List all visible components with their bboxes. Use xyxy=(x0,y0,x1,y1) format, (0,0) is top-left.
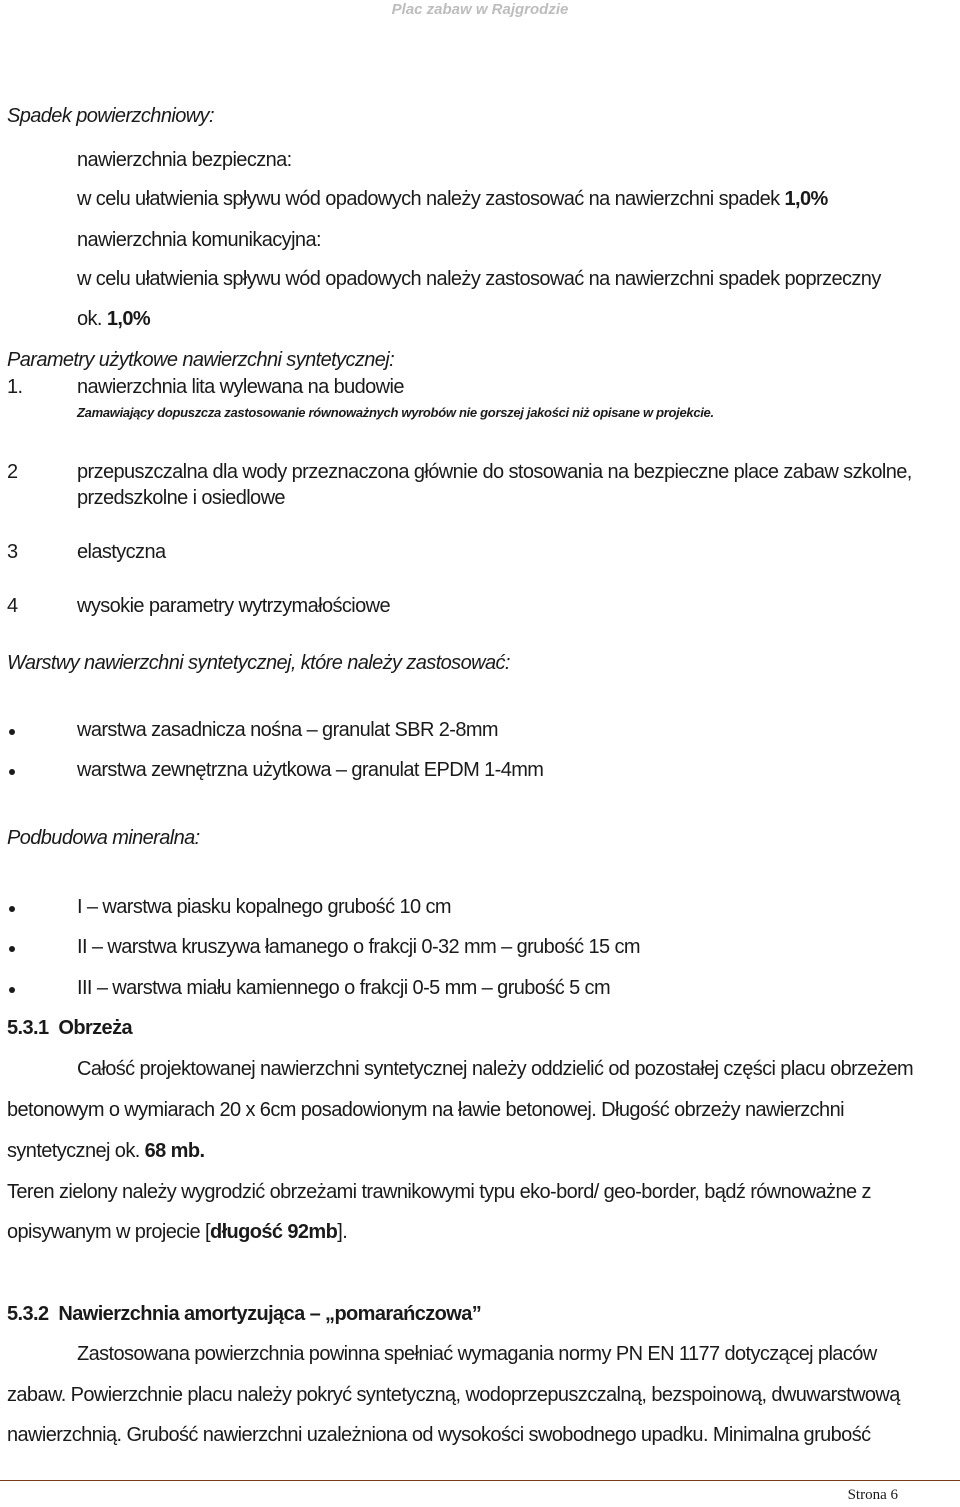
param-2-text: przepuszczalna dla wody przeznaczona głównie do stosowania na bezpieczne place zabaw szkolne, xyxy=(77,461,912,483)
s531-line-5-value: długość 92mb xyxy=(209,1221,338,1243)
safe-surface-text xyxy=(77,186,828,212)
comm-surface-prefix: ok. xyxy=(77,308,102,330)
bullet-icon xyxy=(9,946,15,952)
s531-line-2: betonowym o wymiarach 20 x 6cm posadowionym na ławie betonowej. Długość obrzeży nawierzchni xyxy=(7,1099,844,1121)
section-531-heading: 5.3.1 Obrzeża xyxy=(7,1017,132,1039)
equivalence-note: Zamawiający dopuszcza zastosowanie równoważnych wyrobów nie gorszej jakości niż opisane w projekcie. xyxy=(77,405,714,420)
bullet-icon xyxy=(9,729,15,735)
s532-line-1: Zastosowana powierzchnia powinna spełniać wymagania normy PN EN 1177 dotyczącej placów xyxy=(77,1343,877,1365)
section-532-heading: 5.3.2 Nawierzchnia amortyzująca – „pomarańczowa” xyxy=(7,1303,482,1325)
s531-line-3 xyxy=(7,1138,204,1164)
param-3-num: 3 xyxy=(7,541,18,563)
s532-line-3: nawierzchnią. Grubość nawierzchni uzależniona od wysokości swobodnego upadku. Minimalna grubość xyxy=(7,1424,871,1446)
s531-line-3-value: 68 mb. xyxy=(144,1140,205,1162)
layers-heading: Warstwy nawierzchni syntetycznej, które należy zastosować: xyxy=(7,652,510,674)
s531-line-5-text: opisywanym w projecie [ xyxy=(7,1221,210,1243)
param-2-text2: przedszkolne i osiedlowe xyxy=(77,487,285,509)
footer-divider xyxy=(0,1480,960,1481)
safe-surface-value: 1,0% xyxy=(784,188,828,210)
base-item-1: I – warstwa piasku kopalnego grubość 10 cm xyxy=(77,896,451,918)
base-item-3: III – warstwa miału kamiennego o frakcji 0-5 mm – grubość 5 cm xyxy=(77,977,611,999)
bullet-icon xyxy=(9,906,15,912)
comm-surface-text2 xyxy=(77,306,150,332)
base-heading: Podbudowa mineralna: xyxy=(7,827,200,849)
param-4-text: wysokie parametry wytrzymałościowe xyxy=(77,595,391,617)
bullet-icon xyxy=(9,987,15,993)
param-1-num: 1. xyxy=(7,376,23,398)
page-header: Plac zabaw w Rajgrodzie xyxy=(391,1,569,18)
comm-surface-text: w celu ułatwienia spływu wód opadowych należy zastosować na nawierzchni spadek poprzeczny xyxy=(77,268,881,290)
s531-line-1: Całość projektowanej nawierzchni syntetycznej należy oddzielić od pozostałej części placu obrzeżem xyxy=(77,1058,914,1080)
base-item-2: II – warstwa kruszywa łamanego o frakcji 0-32 mm – grubość 15 cm xyxy=(77,936,640,958)
s531-line-4: Teren zielony należy wygrodzić obrzeżami trawnikowymi typu eko-bord/ geo-border, bądź równoważne z xyxy=(7,1181,871,1203)
layer-item-2: warstwa zewnętrzna użytkowa – granulat EPDM 1-4mm xyxy=(77,759,544,781)
s532-line-2: zabaw. Powierzchnie placu należy pokryć syntetyczną, wodoprzepuszczalną, bezspoinową, dwuwarstwową xyxy=(7,1384,900,1406)
param-4-num: 4 xyxy=(7,595,18,617)
comm-surface-label: nawierzchnia komunikacyjna: xyxy=(77,229,321,251)
param-1-text: nawierzchnia lita wylewana na budowie xyxy=(77,376,404,398)
safe-surface-label: nawierzchnia bezpieczna: xyxy=(77,149,292,171)
comm-surface-value: 1,0% xyxy=(106,308,151,330)
params-heading: Parametry użytkowe nawierzchni syntetycznej: xyxy=(7,349,395,371)
s531-line-5 xyxy=(7,1219,347,1245)
param-3-text: elastyczna xyxy=(77,541,166,563)
s531-line-5-end: ]. xyxy=(337,1221,348,1243)
page-number: Strona 6 xyxy=(847,1487,898,1503)
layer-item-1: warstwa zasadnicza nośna – granulat SBR 2-8mm xyxy=(77,719,498,741)
bullet-icon xyxy=(9,769,15,775)
s531-line-3-text: syntetycznej ok. xyxy=(7,1140,140,1162)
param-2-num: 2 xyxy=(7,461,18,483)
safe-surface-desc: w celu ułatwienia spływu wód opadowych należy zastosować na nawierzchni spadek xyxy=(77,188,780,210)
slope-heading: Spadek powierzchniowy: xyxy=(7,105,214,127)
